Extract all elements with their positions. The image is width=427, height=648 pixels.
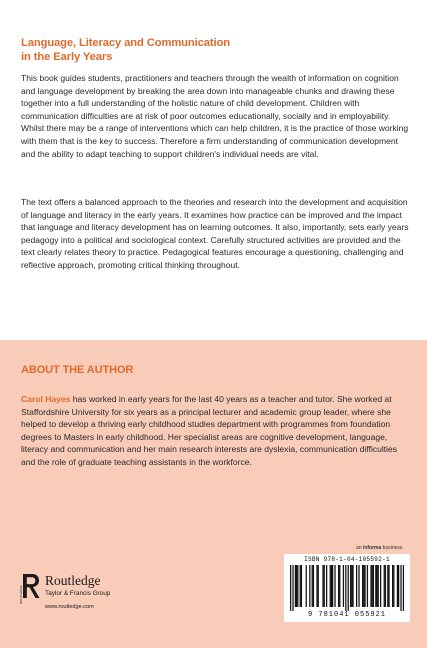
barcode-bar (387, 565, 388, 607)
logo-vertical-text: ROUTLEDGE (19, 585, 24, 604)
barcode-bar (403, 565, 404, 611)
publisher-tagline: Taylor & Francis Group (45, 590, 111, 597)
barcode-bar (300, 565, 301, 607)
barcode-bar (296, 565, 297, 607)
isbn-label: ISBN 978-1-04-105592-1 (304, 556, 390, 563)
barcode-bar (378, 565, 379, 607)
barcode-image (290, 565, 404, 611)
barcode-bar (348, 565, 349, 611)
description-paragraph-1: This book guides students, practitioners and teachers through the wealth of information on cognition and language development by breaking the area down into manageable chunks and drawing these together into a full understanding of the holistic nature of child development. Children with communication difficulties are at risk of poor outcomes educationally, socially and in employability. Whilst there may be a range of interventions which can help children, it is the practice of those working with them that is the key to success. Therefore a firm understanding of communication development and the ability to adapt teaching to support children's individual needs are vital. (21, 73, 409, 159)
barcode-bar (356, 565, 357, 607)
barcode-bar (352, 565, 353, 607)
routledge-logo (21, 571, 151, 611)
barcode-bar (392, 565, 393, 607)
barcode-bar (295, 565, 296, 607)
barcode-bar (330, 565, 331, 607)
barcode-bar (326, 565, 327, 607)
barcode-bar (334, 565, 335, 607)
barcode-bar (290, 565, 291, 611)
barcode-bar (313, 565, 314, 607)
barcode-bar (316, 565, 317, 607)
barcode-bar (309, 565, 310, 607)
barcode-bar (375, 565, 376, 607)
barcode-bar (370, 565, 371, 607)
barcode-bar (312, 565, 313, 607)
author-bio-text: has worked in early years for the last 40 years as a teacher and tutor. She worked at Staffordshire University for six years as a principal lecturer and academic group leader, where she helped to develop a thriving early childhood studies department with programmes from foundation degrees to Masters in early childhood. Her specialist areas are cognitive development, language, literacy and communication and her main research interests are dyslexia, communication difficulties and the role of graduate teaching assistants in the workforce. (21, 394, 398, 467)
barcode-digits: 9 781041 055921 (307, 611, 386, 619)
barcode-bar (388, 565, 389, 607)
barcode-bar (301, 565, 302, 607)
barcode-bar (324, 565, 325, 607)
barcode-bar (376, 565, 377, 607)
barcode-bar (318, 565, 319, 607)
barcode-bar (322, 565, 323, 607)
barcode-bar (385, 565, 386, 607)
barcode-bar (380, 565, 381, 607)
barcode-bar (332, 565, 333, 607)
barcode-bar (339, 565, 340, 607)
barcode-bar (306, 565, 307, 607)
barcode-bar (331, 565, 332, 607)
barcode-bar (292, 565, 293, 611)
barcode-bar (362, 565, 363, 607)
description-paragraph-2: The text offers a balanced approach to the theories and research into the development and acquisition of language and literacy in the early years. It examines how practice can be improved and the impact that language and literacy development has on learning outcomes. It also, importantly, sets early years pedagogy into a political and sociological context. Carefully structured activities are provided and the text clearly relates theory to practice. Pedagogical features encourage a questioning, challenging and reflective approach, promoting critical thinking throughout. (21, 197, 409, 270)
barcode-bar (338, 565, 339, 607)
barcode-bar (397, 565, 398, 607)
about-author-heading: ABOUT THE AUTHOR (21, 364, 134, 376)
barcode-bar (367, 565, 368, 607)
barcode-bar (351, 565, 352, 607)
barcode-bar (343, 565, 344, 607)
barcode-bar (384, 565, 385, 607)
barcode-bar (393, 565, 394, 607)
barcode-bar (373, 565, 374, 607)
barcode-bar (358, 565, 359, 607)
barcode-bar (350, 565, 351, 607)
publisher-name: Routledge (45, 573, 101, 588)
barcode-bar (372, 565, 373, 607)
routledge-logo-mark-icon (21, 571, 43, 605)
author-bio (21, 393, 413, 469)
book-title (21, 37, 401, 64)
book-title-line-1: Language, Literacy and Communication (21, 37, 230, 49)
author-name: Carol Hayes (21, 394, 71, 404)
barcode-bar (400, 565, 401, 611)
barcode-bar (297, 565, 298, 607)
informa-brand: informa (362, 545, 382, 551)
publisher-url[interactable]: www.routledge.com (45, 604, 94, 610)
informa-business-label: an informa business (356, 545, 403, 551)
book-title-line-2: in the Early Years (21, 50, 113, 63)
barcode-box (284, 554, 410, 622)
barcode-bar (364, 565, 365, 607)
barcode-bar (363, 565, 364, 607)
barcode-bar (345, 565, 346, 611)
barcode-bar (398, 565, 399, 607)
